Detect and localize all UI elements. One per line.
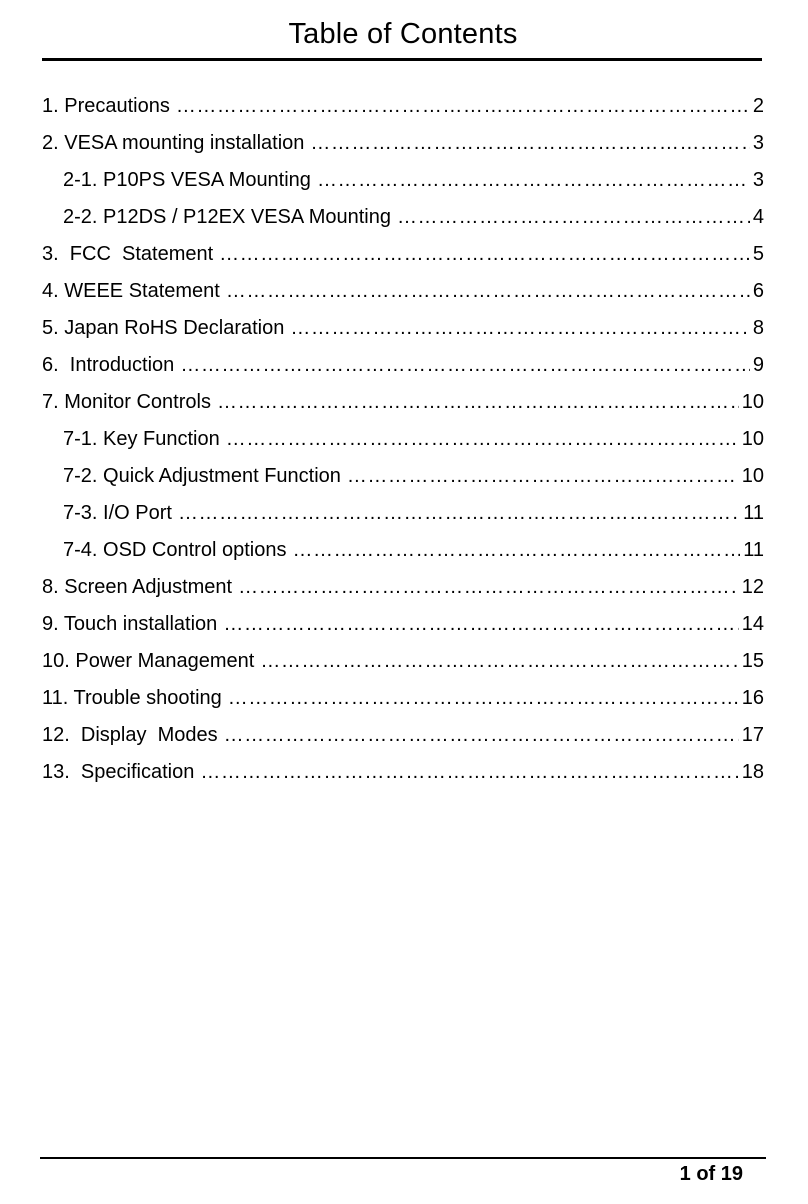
toc-dot-leader	[223, 606, 738, 643]
toc-entry-label: 1. Precautions	[42, 95, 170, 117]
toc-dot-leader	[260, 643, 738, 680]
toc-entry[interactable]	[42, 310, 764, 347]
toc-entry-page: 11	[743, 502, 764, 524]
toc-entry-label: 2-2. P12DS / P12EX VESA Mounting	[63, 206, 391, 228]
toc-entry-page: 17	[741, 724, 764, 746]
toc-entry-page: 15	[741, 650, 764, 672]
toc-entry-label: 7-4. OSD Control options	[63, 539, 287, 561]
toc-entry[interactable]	[42, 125, 764, 162]
toc-entry-label: 4. WEEE Statement	[42, 280, 220, 302]
toc-entry[interactable]	[42, 236, 764, 273]
toc-dot-leader	[224, 717, 739, 754]
toc-entry-page: 5	[752, 243, 764, 265]
toc-entry[interactable]	[42, 384, 764, 421]
title-divider	[42, 58, 762, 61]
toc-dot-leader	[310, 125, 749, 162]
toc-entry-page: 14	[741, 613, 764, 635]
toc-entry-page: 18	[741, 761, 764, 783]
toc-entry-label: 2-1. P10PS VESA Mounting	[63, 169, 311, 191]
toc-dot-leader	[180, 347, 750, 384]
toc-entry-label: 8. Screen Adjustment	[42, 576, 233, 598]
toc-dot-leader	[228, 680, 739, 717]
toc-entry[interactable]	[42, 273, 764, 310]
page-title: Table of Contents	[288, 18, 518, 50]
toc-entry-page: 9	[752, 354, 764, 376]
toc-entry-page: 8	[752, 317, 764, 339]
toc-dot-leader	[176, 88, 750, 125]
toc-entry-page: 10	[741, 428, 764, 450]
toc-entry[interactable]	[42, 458, 764, 495]
toc-entry-label: 12. Display Modes	[42, 724, 218, 746]
footer-divider	[40, 1157, 766, 1159]
toc-dot-leader	[317, 162, 750, 199]
toc-entry-label: 3. FCC Statement	[42, 243, 214, 265]
toc-entry-page: 12	[741, 576, 764, 598]
toc-dot-leader	[200, 754, 738, 791]
toc-entry-label: 7. Monitor Controls	[42, 391, 211, 413]
toc-entry-page: 3	[752, 132, 764, 154]
toc-entry-label: 10. Power Management	[42, 650, 255, 672]
toc-dot-leader	[238, 569, 739, 606]
toc-entry-page: 11	[743, 539, 764, 561]
toc-entry[interactable]	[42, 347, 764, 384]
toc-entry-page: 6	[752, 280, 764, 302]
toc-entry-label: 7-3. I/O Port	[63, 502, 172, 524]
toc-dot-leader	[347, 458, 739, 495]
toc-entry-page: 3	[752, 169, 764, 191]
toc-entry-label: 6. Introduction	[42, 354, 175, 376]
toc-dot-leader	[226, 421, 739, 458]
toc-entry[interactable]	[42, 532, 764, 569]
toc-entry[interactable]	[42, 162, 764, 199]
toc-entry-page: 10	[741, 465, 764, 487]
toc-entry[interactable]	[42, 717, 764, 754]
toc-dot-leader	[292, 532, 740, 569]
toc-dot-leader	[219, 236, 750, 273]
toc-entry-label: 9. Touch installation	[42, 613, 218, 635]
toc-entry-label: 7-1. Key Function	[63, 428, 220, 450]
toc-dot-leader	[178, 495, 740, 532]
toc-dot-leader	[290, 310, 750, 347]
toc-entry-page: 16	[741, 687, 764, 709]
toc-dot-leader	[217, 384, 739, 421]
toc-entry-label: 7-2. Quick Adjustment Function	[63, 465, 341, 487]
toc-entry[interactable]	[42, 421, 764, 458]
toc-entry-label: 11. Trouble shooting	[42, 687, 222, 709]
toc-entry-label: 5. Japan RoHS Declaration	[42, 317, 285, 339]
toc-entry[interactable]	[42, 680, 764, 717]
toc-entry-page: 10	[741, 391, 764, 413]
toc-entry[interactable]	[42, 569, 764, 606]
toc-entry[interactable]	[42, 606, 764, 643]
toc-dot-leader	[397, 199, 750, 236]
toc-entry[interactable]	[42, 199, 764, 236]
toc-entry-label: 2. VESA mounting installation	[42, 132, 305, 154]
toc-entry[interactable]	[42, 495, 764, 532]
toc-entry-page: 4	[752, 206, 764, 228]
toc-entry[interactable]	[42, 754, 764, 791]
table-of-contents	[42, 88, 764, 791]
toc-dot-leader	[226, 273, 750, 310]
toc-entry[interactable]	[42, 88, 764, 125]
page-number: 1 of 19	[679, 1163, 743, 1185]
toc-entry-page: 2	[752, 95, 764, 117]
toc-entry-label: 13. Specification	[42, 761, 195, 783]
toc-entry[interactable]	[42, 643, 764, 680]
